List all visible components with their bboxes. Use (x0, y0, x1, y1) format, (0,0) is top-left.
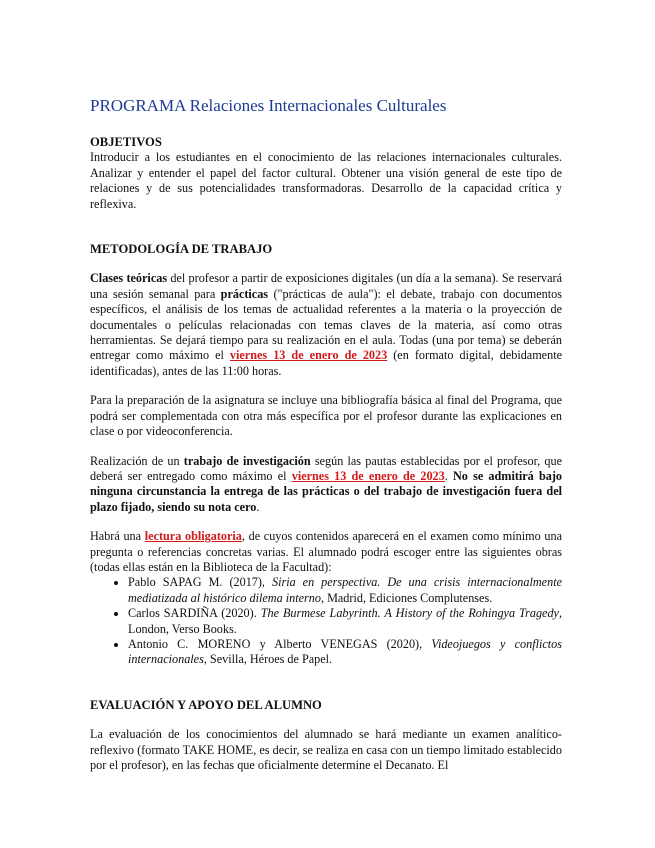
p4-text-1: Habrá una (90, 529, 145, 544)
book-publisher: , London, Verso Books. (128, 606, 562, 636)
deadline-date-trabajo: viernes 13 de enero de 2023 (291, 468, 445, 483)
deadline-date-practicas: viernes 13 de enero de 2023 (229, 348, 388, 363)
p1-text-3: (en formato digital, debidamente identificadas), antes de las 11:00 horas. (90, 348, 562, 378)
book-title: Siria en perspectiva. De una crisis internacionalmente mediatizada al histórico dilema interno (128, 575, 562, 605)
book-author: Carlos SARDIÑA (2020). (128, 606, 261, 621)
book-title: Videojuegos y conflictos internacionales (128, 636, 563, 667)
p4-text-2: , de cuyos contenidos aparecerá en el examen como mínimo una pregunta o referencias concretas varias. El alumnado podrá escoger entre las siguientes obras (todas ellas están en la Biblioteca de la Facultad): (90, 529, 562, 574)
objetivos-heading: OBJETIVOS (90, 135, 162, 149)
page-title: PROGRAMA Relaciones Internacionales Culturales (90, 96, 447, 115)
p1-text-1: del profesor a partir de exposiciones digitales (un día a la semana). Se reservará una sesión semanal para (90, 271, 562, 301)
book-publisher: , Madrid, Ediciones Complutenses. (320, 590, 493, 605)
list-item (128, 637, 562, 668)
book-author: Pablo SAPAG M. (2017), (128, 575, 272, 590)
metodologia-heading: METODOLOGÍA DE TRABAJO (90, 242, 273, 257)
book-publisher: , Sevilla, Héroes de Papel. (203, 652, 333, 667)
lectura-obligatoria-label: lectura obligatoria (144, 529, 242, 544)
p3-text-2: según las pautas establecidas por el profesor, que deberá ser entregado como máximo el (90, 453, 563, 483)
reading-list (90, 575, 562, 667)
objetivos-text: Introducir a los estudiantes en el conocimiento de las relaciones internacionales culturales. Analizar y entender el papel del factor cultural. Obtener una visión general de este tipo de relaciones y de sus potencialidades transformadoras. Desarrollo de la capacidad crítica y reflexiva. (90, 150, 562, 211)
p3-text-3: . (444, 468, 453, 483)
practicas-label: prácticas (220, 286, 269, 301)
clases-teoricas-label: Clases teóricas (90, 271, 168, 286)
metodologia-paragraph-4 (90, 529, 562, 575)
list-item (128, 575, 562, 606)
metodologia-paragraph-3 (90, 454, 562, 516)
p3-text-1: Realización de un (90, 453, 184, 468)
p3-text-4: . (256, 499, 260, 514)
metodologia-paragraph-1 (90, 271, 562, 379)
document-content (90, 96, 562, 773)
deadline-warning: No se admitirá bajo ninguna circunstancia la entrega de las prácticas o del trabajo de investigación fuera del plazo fijado, siendo su nota cero (90, 468, 562, 514)
metodologia-paragraph-2: Para la preparación de la asignatura se incluye una bibliografía básica al final del Programa, que podrá ser complementada con otra más específica por el profesor durante las explicaciones en clase o por videoconferencia. (90, 393, 562, 439)
book-title: The Burmese Labyrinth. A History of the Rohingya Tragedy (260, 606, 559, 621)
evaluacion-text: La evaluación de los conocimientos del alumnado se hará mediante un examen analítico-reflexivo (formato TAKE HOME, es decir, se realiza en casa con un tiempo limitado establecido por el profesor), en las fechas que oficialmente determine el Decanato. El (90, 727, 562, 772)
p1-text-2: ("prácticas de aula"): el debate, trabajo con documentos específicos, el análisis de los temas de actualidad referentes a la materia o la proyección de documentales o películas relacionadas con temas claves de la materia, así como otras herramientas. Se dejará tiempo para su realización en el aula. Todas (una por tema) se deberán entregar como máximo el (90, 286, 562, 363)
evaluacion-heading: EVALUACIÓN Y APOYO DEL ALUMNO (90, 697, 322, 712)
trabajo-investigacion-label: trabajo de investigación (183, 453, 311, 468)
book-author: Antonio C. MORENO y Alberto VENEGAS (2020), (128, 636, 432, 651)
list-item (128, 606, 562, 637)
